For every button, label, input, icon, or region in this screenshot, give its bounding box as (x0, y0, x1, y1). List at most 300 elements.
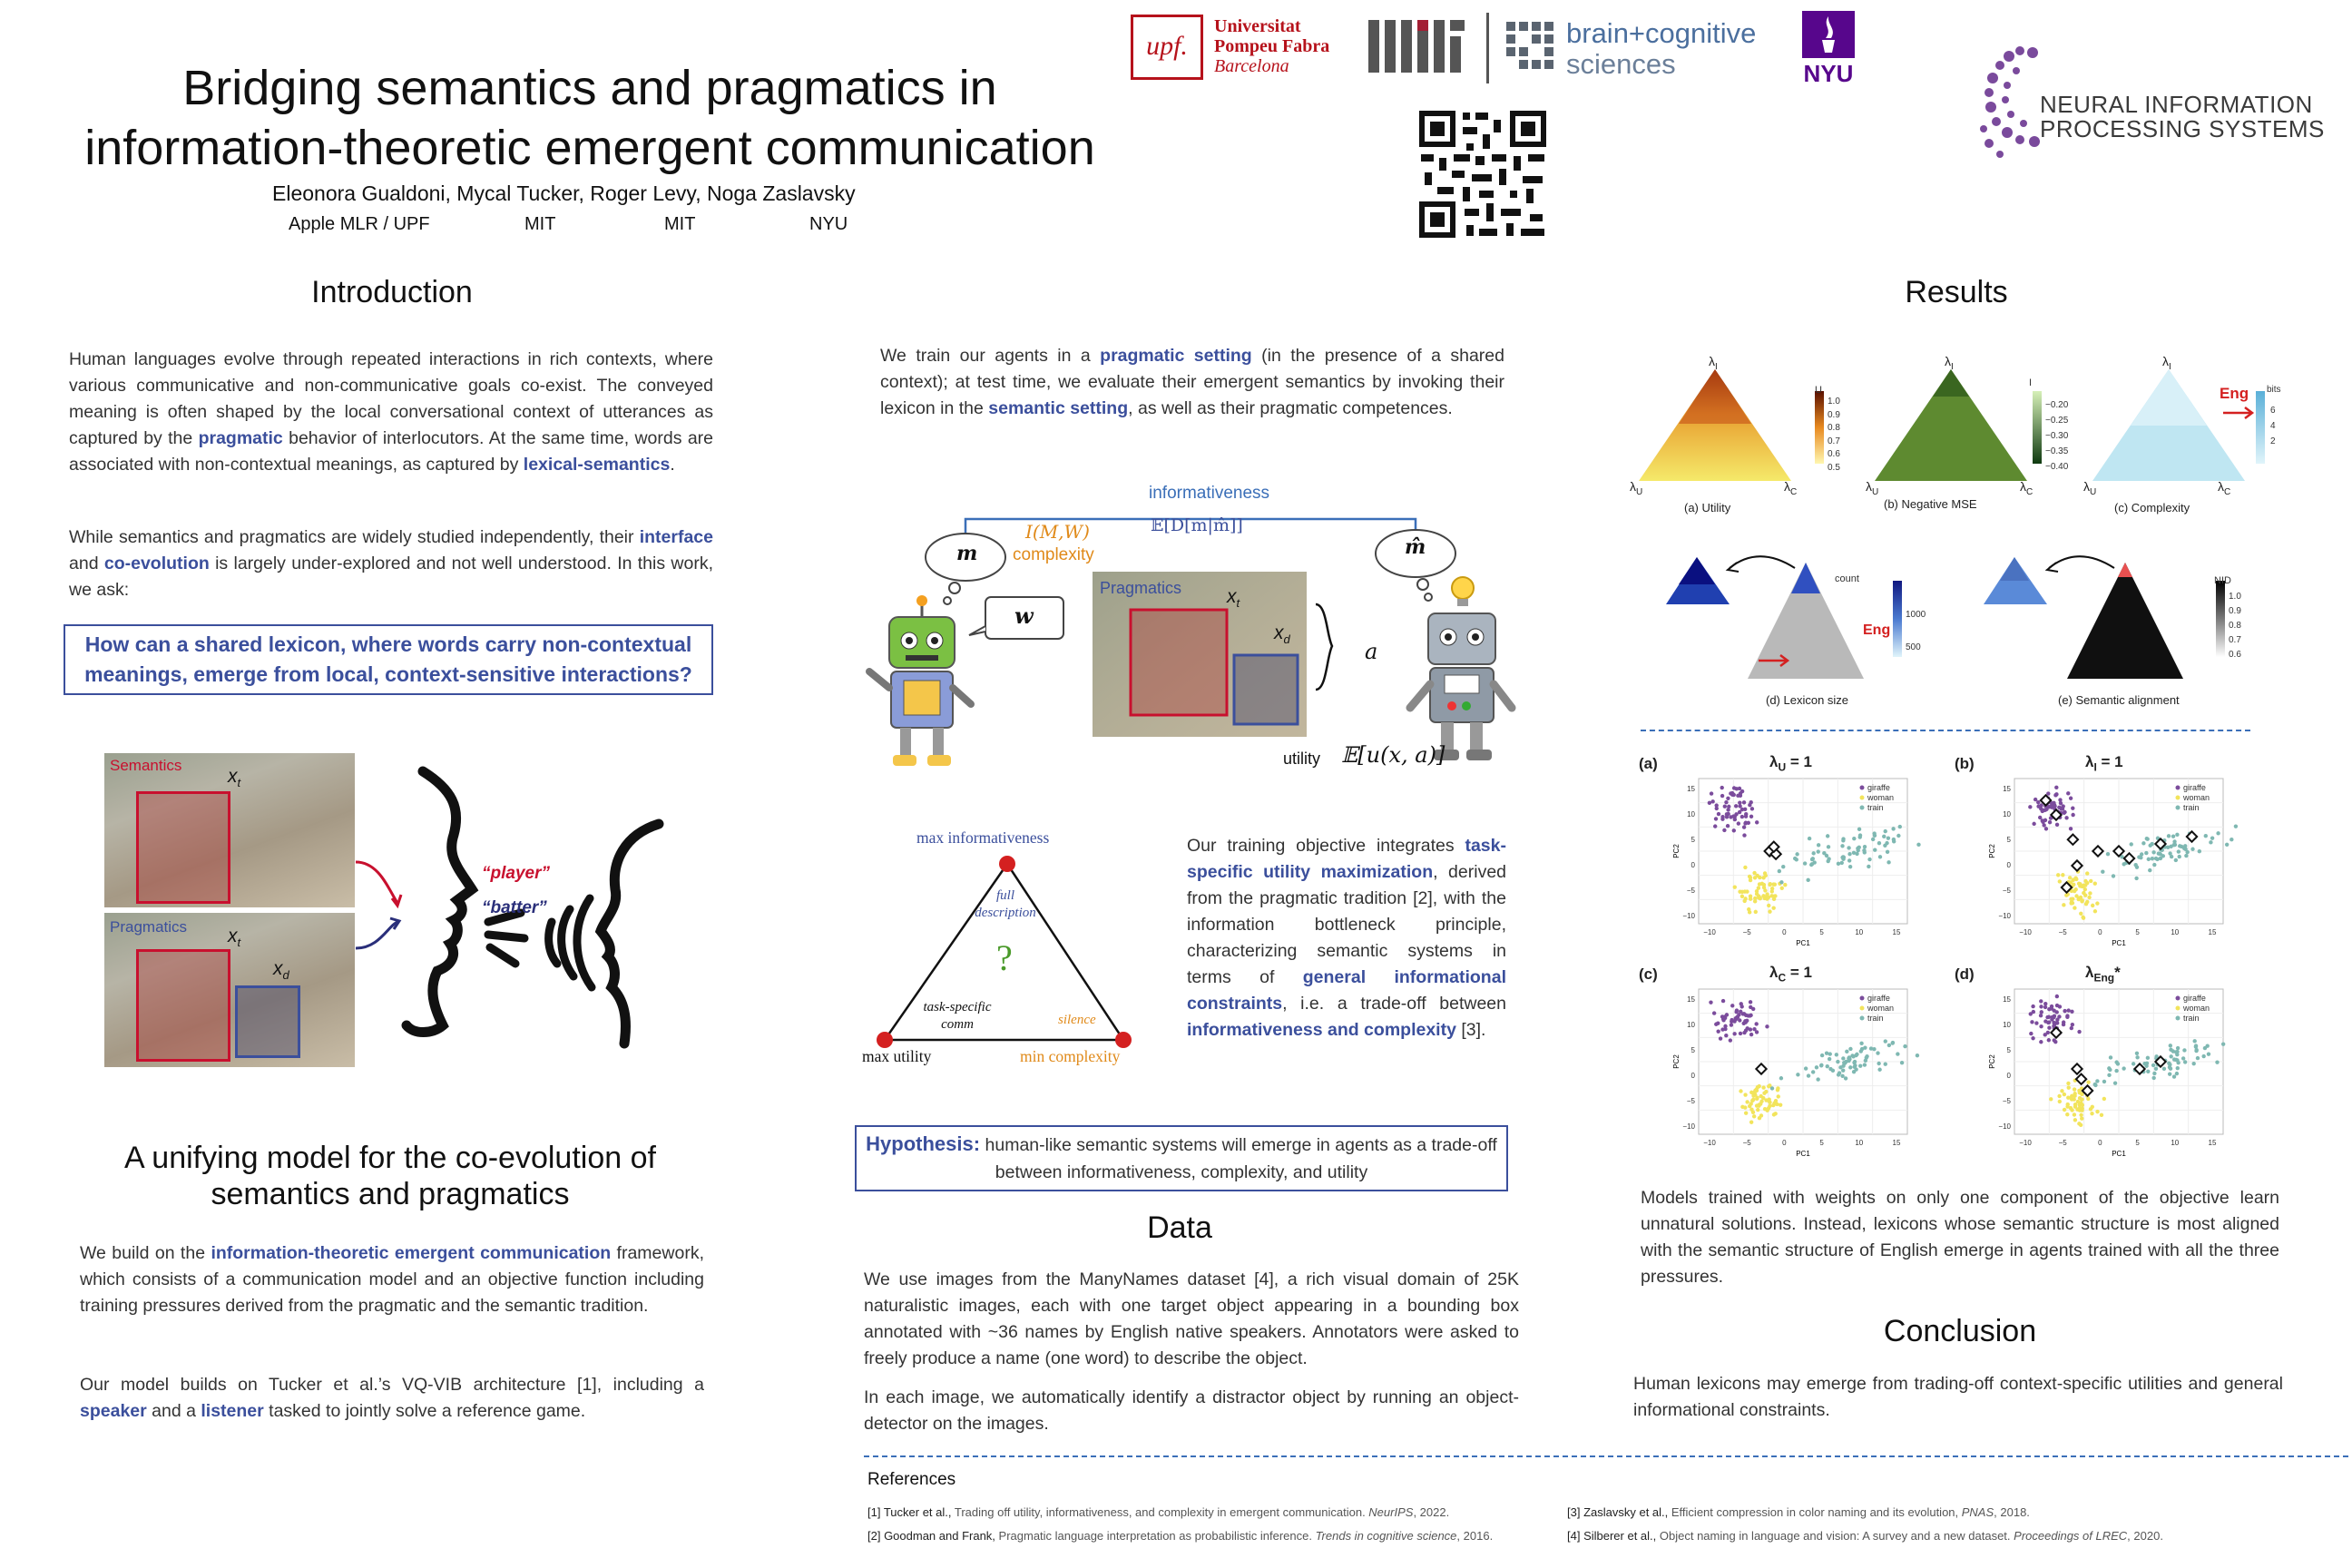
train-point (1770, 1086, 1774, 1090)
giraffe-point (1740, 815, 1744, 818)
woman-point (1759, 1094, 1763, 1098)
xt-subscript: t (237, 776, 241, 790)
legend-label: giraffe (1867, 783, 1890, 792)
references-divider (864, 1455, 2348, 1457)
train-point (1886, 836, 1890, 839)
giraffe-point (1752, 1027, 1756, 1031)
woman-point (2082, 891, 2085, 895)
train-point (2152, 1072, 2156, 1075)
x-tick-label: −5 (1742, 1139, 1751, 1147)
highlighted-term: pragmatic (198, 428, 283, 448)
woman-point (1771, 906, 1775, 909)
giraffe-point (2039, 1024, 2043, 1028)
upf-name-1: Universitat (1214, 16, 1301, 36)
train-point (1819, 1063, 1823, 1067)
train-point (2215, 1060, 2219, 1063)
woman-point (2065, 1112, 2069, 1116)
train-point (1887, 1044, 1891, 1047)
y-tick-label: 0 (1690, 861, 1695, 869)
woman-point (1745, 1100, 1749, 1103)
hypothesis-label: Hypothesis: (866, 1132, 981, 1155)
x-tick-label: −5 (1742, 928, 1751, 936)
train-point (2209, 840, 2212, 844)
train-point (1859, 1042, 1863, 1045)
giraffe-point (2047, 1026, 2051, 1030)
woman-point (1770, 887, 1774, 890)
train-point (2196, 1056, 2200, 1060)
train-point (2174, 858, 2178, 862)
train-point (2171, 835, 2175, 838)
woman-point (1743, 897, 1747, 900)
train-point (2201, 1054, 2205, 1058)
train-point (1886, 850, 1889, 854)
highlighted-term: pragmatic setting (1100, 346, 1252, 366)
woman-point (2064, 893, 2068, 897)
train-point (1812, 860, 1816, 864)
train-point (1840, 861, 1844, 865)
train-point (1837, 1073, 1840, 1076)
train-point (2151, 1063, 2155, 1067)
results-paragraph: Models trained with weights on only one component of the objective learn unnatural solutions. Instead, lexicons whose semantic structure is most aligned with the semantic structure of English emerge in agents trained with all the three pressures. (1641, 1188, 2279, 1287)
lambda-value: = 1 (2096, 753, 2123, 770)
train-point (2173, 843, 2177, 847)
train-point (1811, 851, 1815, 855)
woman-point (1758, 896, 1761, 899)
train-point (2135, 1055, 2139, 1059)
colorbar-title: I (2029, 377, 2033, 388)
giraffe-point (2065, 1014, 2069, 1017)
x-tick-label: 5 (1819, 1139, 1824, 1147)
poster-title: Bridging semantics and pragmatics in information-theoretic emergent communication (84, 61, 1095, 175)
triangle-top-label: max informativeness (916, 828, 1050, 847)
giraffe-point (2038, 816, 2042, 819)
y-tick-label: −5 (1686, 1097, 1695, 1105)
train-point (1852, 851, 1856, 855)
action-brace (1316, 604, 1332, 690)
train-point (1828, 1052, 1832, 1055)
y-tick-label: 10 (2003, 810, 2011, 818)
highlighted-term: semantic setting (988, 398, 1129, 418)
woman-point (2067, 1085, 2071, 1089)
highlighted-term: task-specific utility maximization (1187, 836, 1506, 882)
legend-label: train (1867, 803, 1884, 812)
train-point (2175, 1050, 2179, 1054)
informativeness-label: informativeness (1149, 484, 1270, 503)
y-tick-label: 15 (1687, 785, 1695, 793)
train-point (2144, 851, 2148, 855)
giraffe-point (1730, 1023, 1733, 1026)
woman-point (2069, 901, 2073, 905)
references-heading: References (867, 1470, 956, 1489)
nyu-torch-icon (1802, 11, 1855, 58)
train-point (1872, 1047, 1876, 1051)
train-point (1841, 1056, 1845, 1060)
colorbar (1893, 581, 1902, 657)
train-point (2151, 1076, 2155, 1080)
train-point (1867, 858, 1871, 861)
giraffe-point (1710, 791, 1713, 795)
train-point (1854, 1067, 1857, 1071)
giraffe-point (1749, 815, 1753, 818)
woman-point (2076, 1100, 2080, 1103)
utility-triangle-plot (1624, 349, 1860, 513)
giraffe-point (1739, 1032, 1742, 1035)
train-point (1891, 827, 1895, 830)
train-point (2178, 855, 2181, 858)
x-tick-label: 5 (2135, 1139, 2140, 1147)
train-point (2122, 862, 2125, 866)
giraffe-point (2066, 1008, 2070, 1012)
train-point (2108, 1068, 2112, 1072)
complexity-label: complexity (1013, 545, 1094, 564)
giraffe-point (1714, 817, 1718, 820)
train-point (2106, 852, 2110, 856)
word-w-label: w (1014, 603, 1034, 629)
giraffe-point (2039, 1040, 2043, 1044)
train-point (1847, 852, 1851, 856)
train-point (1867, 865, 1870, 868)
results-divider (1641, 730, 2250, 731)
woman-point (1749, 1121, 1753, 1124)
lambda-value: = 1 (1786, 753, 1812, 770)
plot-caption: (c) Complexity (2114, 501, 2190, 514)
y-tick-label: −10 (1682, 912, 1695, 920)
woman-point (2063, 1093, 2066, 1096)
train-point (2148, 868, 2151, 872)
giraffe-point (2071, 1023, 2074, 1026)
train-point (1847, 858, 1851, 862)
y-tick-label: 15 (2003, 995, 2011, 1004)
reference-3: [3] Zaslavsky et al., Efficient compression in color naming and its evolution, PNAS, 2018. (1567, 1505, 2030, 1519)
giraffe-point (1710, 799, 1714, 803)
giraffe-point (1734, 1016, 1738, 1020)
legend-label: woman (2183, 793, 2210, 802)
woman-point (2079, 1123, 2082, 1127)
train-point (1852, 1061, 1856, 1064)
giraffe-point (1742, 833, 1746, 837)
giraffe-point (2032, 1010, 2035, 1014)
legend-swatch (2176, 796, 2180, 800)
train-point (2175, 833, 2179, 837)
x-tick-label: 10 (2171, 1139, 2180, 1147)
legend-swatch (2176, 1016, 2180, 1021)
giraffe-point (2055, 995, 2059, 998)
y-tick-label: 10 (1687, 1021, 1695, 1029)
legend-label: giraffe (2183, 783, 2206, 792)
train-point (2234, 824, 2238, 828)
giraffe-point (1742, 1012, 1746, 1015)
train-point (1884, 1039, 1887, 1043)
woman-point (1765, 897, 1769, 900)
train-point (1808, 837, 1811, 840)
train-point (1857, 848, 1860, 852)
woman-point (2068, 876, 2072, 879)
utility-label: utility (1283, 750, 1321, 768)
xt-label: x (228, 926, 238, 946)
train-point (2210, 836, 2214, 839)
woman-point (1761, 1085, 1765, 1089)
train-point (1848, 1047, 1852, 1051)
train-point (1807, 1073, 1810, 1077)
woman-point (2080, 899, 2083, 903)
woman-point (2095, 1110, 2099, 1113)
train-point (2192, 1039, 2196, 1043)
x-tick-label: −10 (1703, 1139, 1716, 1147)
qr-code-icon (1416, 107, 1550, 241)
giraffe-point (2043, 1002, 2047, 1005)
train-point (1857, 828, 1861, 831)
giraffe-point (2046, 1031, 2050, 1034)
train-point (2169, 845, 2172, 848)
train-point (2194, 1044, 2198, 1047)
woman-point (2060, 1089, 2063, 1093)
train-point (1828, 1067, 1832, 1071)
woman-point (1780, 887, 1784, 890)
woman-point (1753, 899, 1757, 903)
word-batter: “batter” (482, 898, 547, 917)
speaker-profile-icon (407, 771, 472, 1033)
giraffe-point (1725, 815, 1729, 818)
hypothesis-text: human-like semantic systems will emerge in agents as a trade-off between informativeness, complexity, and utility (980, 1135, 1497, 1182)
y-tick-label: 15 (2003, 785, 2011, 793)
xt-subscript: t (1236, 596, 1240, 611)
train-point (1827, 845, 1830, 848)
train-point (1873, 848, 1877, 852)
x-tick-label: −10 (1703, 928, 1716, 936)
woman-point (2066, 1102, 2070, 1106)
min-complexity-vertex (1115, 1032, 1132, 1048)
giraffe-point (1754, 1022, 1758, 1025)
legend-label: woman (2183, 1004, 2210, 1013)
giraffe-point (2077, 1030, 2081, 1034)
train-point (1896, 834, 1900, 838)
giraffe-point (1724, 800, 1728, 804)
reference-2: [2] Goodman and Frank, Pragmatic language interpretation as probabilistic inference. Trends in cognitive science, 2016. (867, 1529, 1494, 1543)
woman-point (2063, 1108, 2066, 1112)
lambda-i-label: $\lambda_I$ (2162, 354, 2171, 372)
highlighted-term: listener (201, 1401, 264, 1421)
woman-point (1755, 1097, 1759, 1101)
train-point (2181, 1056, 2185, 1060)
xt-label: x (228, 766, 238, 787)
xt-subscript: t (237, 936, 241, 950)
train-point (1882, 835, 1886, 838)
train-point (1815, 1065, 1818, 1069)
y-tick-label: −5 (2002, 887, 2011, 895)
woman-point (1768, 909, 1771, 913)
giraffe-point (1738, 804, 1741, 808)
train-point (1781, 865, 1785, 868)
subplot-title (1769, 964, 1812, 984)
lexicon-size-triangle-plot (1661, 544, 1924, 690)
woman-point (2093, 909, 2097, 913)
train-point (2194, 1048, 2198, 1052)
woman-point (2062, 903, 2065, 906)
train-point (2168, 1063, 2171, 1066)
train-point (1848, 1065, 1852, 1069)
legend-swatch (1860, 1016, 1865, 1021)
train-point (2175, 1072, 2179, 1075)
train-point (1858, 833, 1862, 837)
train-point (2172, 1074, 2176, 1078)
train-point (1892, 839, 1896, 843)
giraffe-point (1720, 786, 1724, 789)
woman-point (2080, 1116, 2083, 1120)
expected-distortion-label: 𝔼[D[m|m̂]] (1151, 515, 1243, 535)
woman-point (2093, 882, 2097, 886)
train-point (2135, 866, 2139, 869)
train-point (1850, 1054, 1854, 1057)
woman-point (1765, 892, 1769, 896)
train-point (1898, 825, 1902, 828)
giraffe-point (2055, 1018, 2059, 1022)
train-point (1837, 862, 1840, 866)
giraffe-point (2052, 1009, 2055, 1013)
hypothesis-box (855, 1125, 1508, 1191)
train-point (1847, 846, 1850, 849)
results-heading: Results (1905, 275, 2008, 309)
train-point (2109, 1055, 2112, 1059)
train-point (2122, 1066, 2125, 1070)
subplot-tag: (a) (1639, 755, 1658, 772)
legend-swatch (1860, 786, 1865, 790)
legend-swatch (2176, 806, 2180, 810)
woman-point (2077, 897, 2081, 901)
giraffe-point (2046, 791, 2050, 795)
y-tick-label: −10 (1682, 1122, 1695, 1131)
train-point (2221, 1042, 2225, 1045)
woman-point (2058, 1100, 2062, 1103)
woman-point (1757, 1104, 1760, 1108)
woman-point (1756, 1108, 1759, 1112)
woman-point (1740, 890, 1744, 894)
giraffe-point (1722, 828, 1726, 832)
train-point (1903, 1044, 1906, 1048)
giraffe-point (2039, 803, 2043, 807)
giraffe-point (1712, 1011, 1716, 1014)
giraffe-point (2029, 1032, 2033, 1035)
triangle-right-label: min complexity (1020, 1047, 1121, 1065)
woman-point (1763, 1107, 1767, 1111)
woman-point (1752, 1114, 1756, 1118)
woman-point (1743, 866, 1747, 869)
upf-logo (1131, 11, 1348, 85)
giraffe-point (2044, 827, 2048, 830)
train-point (2191, 1062, 2195, 1065)
legend-swatch (1860, 796, 1865, 800)
train-point (2146, 1070, 2150, 1073)
train-point (2190, 848, 2194, 851)
colorbar-ticks: 6 4 2 (2270, 406, 2276, 446)
giraffe-point (1749, 1005, 1752, 1009)
train-point (2146, 1056, 2150, 1060)
train-point (2151, 850, 2155, 854)
giraffe-point (1730, 1020, 1733, 1024)
woman-point (2077, 882, 2081, 886)
train-point (1793, 857, 1797, 860)
train-point (2225, 843, 2229, 847)
train-point (2145, 837, 2149, 840)
train-point (1828, 1057, 1831, 1061)
x-axis-label: PC1 (1796, 939, 1810, 947)
y-axis-label: PC2 (1672, 844, 1681, 858)
giraffe-point (2039, 1004, 2043, 1008)
giraffe-point (2070, 1026, 2073, 1030)
train-point (2151, 842, 2154, 846)
colorbar-title: count (1835, 573, 1859, 584)
train-point (2169, 1054, 2172, 1058)
train-point (2169, 1048, 2172, 1052)
meaning-m-label: m (956, 542, 978, 565)
y-axis-label: PC2 (1988, 844, 1996, 858)
train-point (2152, 863, 2156, 867)
train-point (2141, 841, 2145, 845)
model-heading: A unifying model for the co-evolution of semantics and pragmatics (124, 1141, 656, 1211)
lightbulb-icon (1452, 577, 1474, 599)
silence-label: silence (1058, 1013, 1096, 1027)
lambda-u-label: $\lambda_U$ (1630, 479, 1643, 497)
giraffe-point (2030, 1020, 2034, 1024)
intro-heading: Introduction (311, 275, 473, 309)
woman-point (1743, 1093, 1747, 1096)
woman-point (2100, 1113, 2103, 1117)
train-point (2137, 855, 2141, 858)
giraffe-point (1719, 1036, 1722, 1040)
giraffe-point (1734, 804, 1738, 808)
y-tick-label: 0 (2006, 1072, 2011, 1080)
giraffe-point (2044, 808, 2048, 811)
train-point (1877, 841, 1881, 845)
x-tick-label: 0 (1782, 928, 1787, 936)
legend-label: train (2183, 803, 2200, 812)
woman-point (2088, 891, 2092, 895)
giraffe-point (2053, 793, 2057, 797)
lambda-u-label: $\lambda_U$ (1866, 479, 1879, 497)
giraffe-point (2041, 818, 2044, 822)
train-point (1826, 834, 1829, 838)
lambda-symbol: λ (2085, 964, 2094, 981)
mutual-info-label: I(M,W) (1025, 521, 1090, 543)
giraffe-point (1733, 818, 1737, 821)
woman-point (2056, 873, 2060, 877)
intro-paragraph-2: While semantics and pragmatics are widely studied independently, their interface and co-evolution is largely under-explored and not well understood. In this work, we ask: (69, 527, 714, 600)
colorbar-title: NID (2214, 575, 2231, 586)
eng-marker-label: Eng (2220, 385, 2249, 402)
subplot-tag: (b) (1955, 755, 1975, 772)
train-point (1795, 852, 1798, 856)
legend-swatch (1860, 1006, 1865, 1011)
train-point (2169, 1044, 2172, 1047)
y-tick-label: 5 (2006, 1046, 2011, 1054)
woman-point (1749, 1107, 1753, 1111)
woman-point (1762, 886, 1766, 889)
colorbar (1815, 391, 1824, 464)
giraffe-point (1713, 824, 1717, 828)
giraffe-point (1755, 820, 1759, 824)
train-point (2183, 848, 2187, 851)
woman-point (2061, 873, 2064, 877)
train-point (1876, 1051, 1879, 1054)
colorbar-ticks: 1000 500 (1906, 610, 1926, 652)
giraffe-point (1749, 1033, 1753, 1036)
highlighted-term: co-evolution (103, 554, 210, 573)
giraffe-point (2062, 804, 2065, 808)
xd-label: x (273, 958, 283, 979)
woman-point (2073, 906, 2076, 909)
train-point (1916, 1054, 1919, 1057)
colorbar (2033, 391, 2042, 464)
woman-point (2087, 896, 2091, 899)
